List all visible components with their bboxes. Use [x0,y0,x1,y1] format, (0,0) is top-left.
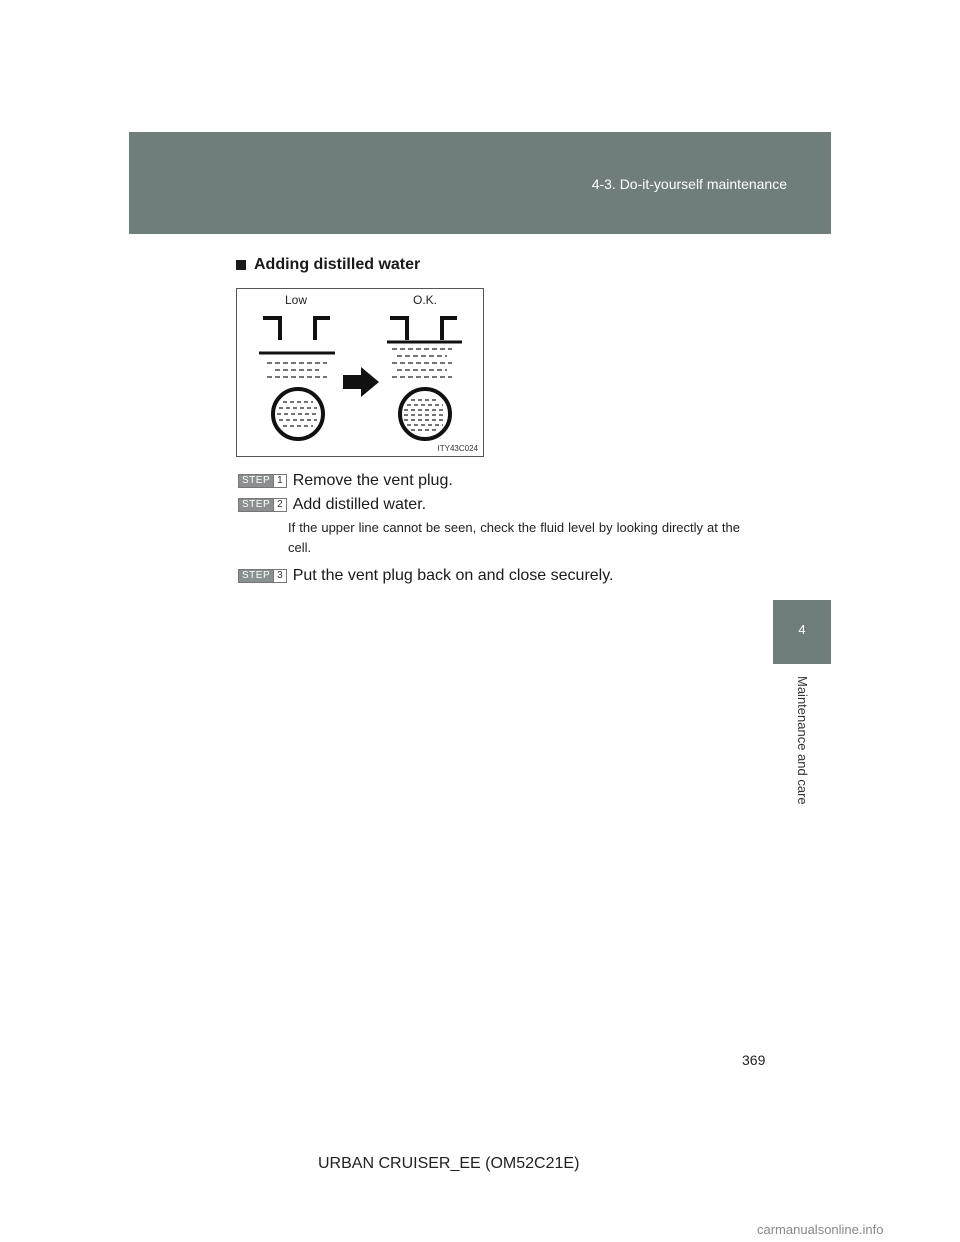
chapter-number: 4 [798,622,806,637]
watermark: carmanualsonline.info [757,1222,884,1237]
ok-fluid-dashes [392,349,452,377]
header-band [129,132,831,234]
page-number: 369 [742,1052,766,1068]
chapter-label-vertical [792,676,812,816]
step-text: Put the vent plug back on and close securely. [292,567,614,584]
chapter-tab [773,600,831,664]
note-text: If the upper line cannot be seen, check the fluid level by looking directly at the cell. [288,520,740,555]
battery-fluid-figure [236,288,484,457]
ok-cell-view-icon [400,389,450,439]
low-label: Low [285,293,308,307]
section-title [236,256,420,274]
ok-label: O.K. [413,293,438,307]
fluid-level-diagram [237,289,485,458]
step-3 [238,567,613,585]
step-text: Remove the vent plug. [292,472,453,489]
low-fluid-dashes [267,363,327,377]
step-badge: STEP 2 [238,498,287,512]
step-1 [238,472,453,490]
step-text: Add distilled water. [292,496,427,513]
step-2 [238,496,426,514]
step-badge: STEP 1 [238,474,287,488]
square-bullet-icon [236,260,246,270]
step-badge: STEP 3 [238,569,287,583]
low-cell-brackets [263,318,330,340]
footer-model: URBAN CRUISER_EE (OM52C21E) [318,1155,580,1172]
ok-cell-brackets [390,318,457,340]
section-header: 4-3. Do-it-yourself maintenance [591,176,787,192]
section-title-text: Adding distilled water [254,256,421,273]
arrow-right-icon [343,367,379,397]
figure-code: ITY43C024 [437,444,478,453]
chapter-label: Maintenance and care [795,676,810,805]
